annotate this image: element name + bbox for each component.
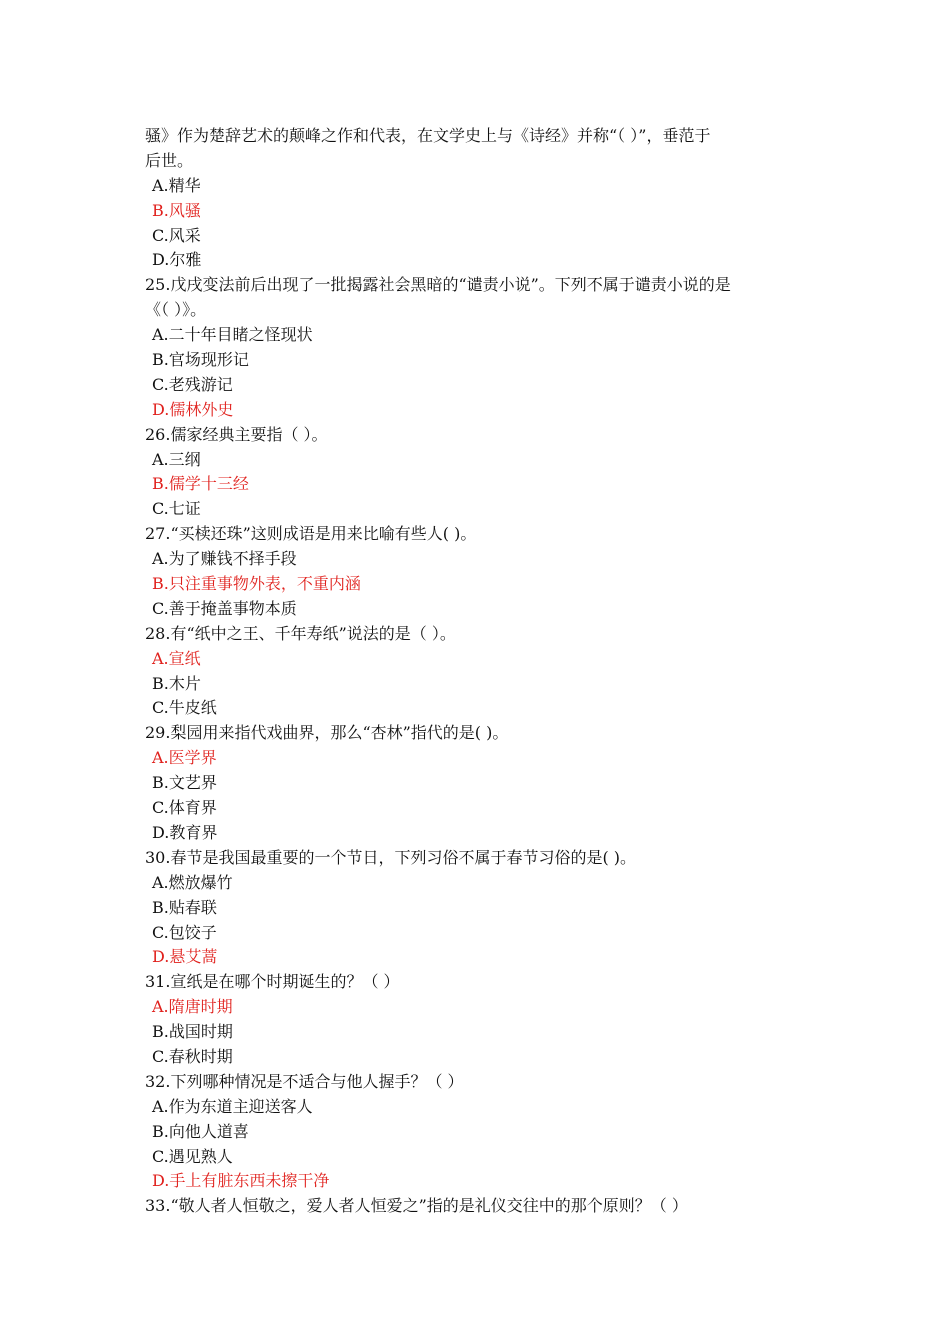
answer-option: A.燃放爆竹: [152, 872, 233, 892]
answer-option: B.木片: [152, 673, 201, 693]
question-text: 28.有“纸中之王、千年寿纸”说法的是（ ）。: [145, 623, 456, 643]
answer-option: A.作为东道主迎送客人: [152, 1096, 313, 1116]
question-text: 29.梨园用来指代戏曲界，那么“杏林”指代的是( )。: [145, 723, 509, 743]
answer-option: C.春秋时期: [152, 1046, 233, 1066]
answer-option: C.善于掩盖事物本质: [152, 598, 297, 618]
answer-option-correct: A.宣纸: [152, 648, 201, 668]
answer-option: B.文艺界: [152, 773, 217, 793]
question-text: 后世。: [145, 150, 194, 170]
answer-option: A.精华: [152, 175, 201, 195]
answer-option: A.为了赚钱不择手段: [152, 549, 297, 569]
answer-option-correct: B.儒学十三经: [152, 474, 249, 494]
answer-option: B.官场现形记: [152, 350, 249, 370]
answer-option: C.遇见熟人: [152, 1146, 233, 1166]
answer-option: B.战国时期: [152, 1022, 233, 1042]
answer-option-correct: D.儒林外史: [152, 399, 234, 419]
question-text: 32.下列哪种情况是不适合与他人握手？（ ）: [145, 1071, 464, 1091]
answer-option: C.牛皮纸: [152, 698, 217, 718]
question-text: 27.“买椟还珠”这则成语是用来比喻有些人( )。: [145, 524, 477, 544]
answer-option-correct: A.医学界: [152, 748, 217, 768]
answer-option-correct: D.手上有脏东西未擦干净: [152, 1171, 330, 1191]
document-body: [145, 124, 815, 1219]
question-text: 骚》作为楚辞艺术的颠峰之作和代表，在文学史上与《诗经》并称“（ ）”，垂范于: [145, 126, 711, 145]
answer-option-correct: B.风骚: [152, 200, 201, 220]
answer-option: B.向他人道喜: [152, 1121, 249, 1141]
answer-option: C.七证: [152, 499, 201, 519]
answer-option: A.二十年目睹之怪现状: [152, 325, 313, 345]
answer-option: D.尔雅: [152, 250, 202, 270]
question-text: 25.戊戌变法前后出现了一批揭露社会黑暗的“谴责小说”。下列不属于谴责小说的是: [145, 275, 731, 295]
answer-option-correct: B.只注重事物外表，不重内涵: [152, 574, 361, 594]
answer-option: C.包饺子: [152, 922, 217, 942]
answer-option: C.风采: [152, 225, 201, 245]
answer-option: A.三纲: [152, 449, 201, 469]
question-text: 33.“敬人者人恒敬之，爱人者人恒爱之”指的是礼仪交往中的那个原则？（ ）: [145, 1196, 688, 1216]
question-text: 《（ ）》。: [145, 300, 207, 320]
answer-option: B.贴春联: [152, 897, 217, 917]
question-text: 31.宣纸是在哪个时期诞生的？（ ）: [145, 972, 400, 992]
answer-option: D.教育界: [152, 822, 218, 842]
answer-option-correct: A.隋唐时期: [152, 997, 233, 1017]
answer-option: C.老残游记: [152, 374, 233, 394]
answer-option-correct: D.悬艾蒿: [152, 947, 218, 967]
answer-option: C.体育界: [152, 798, 217, 818]
question-text: 26.儒家经典主要指（ ）。: [145, 424, 328, 444]
question-text: 30.春节是我国最重要的一个节日，下列习俗不属于春节习俗的是( )。: [145, 847, 637, 867]
